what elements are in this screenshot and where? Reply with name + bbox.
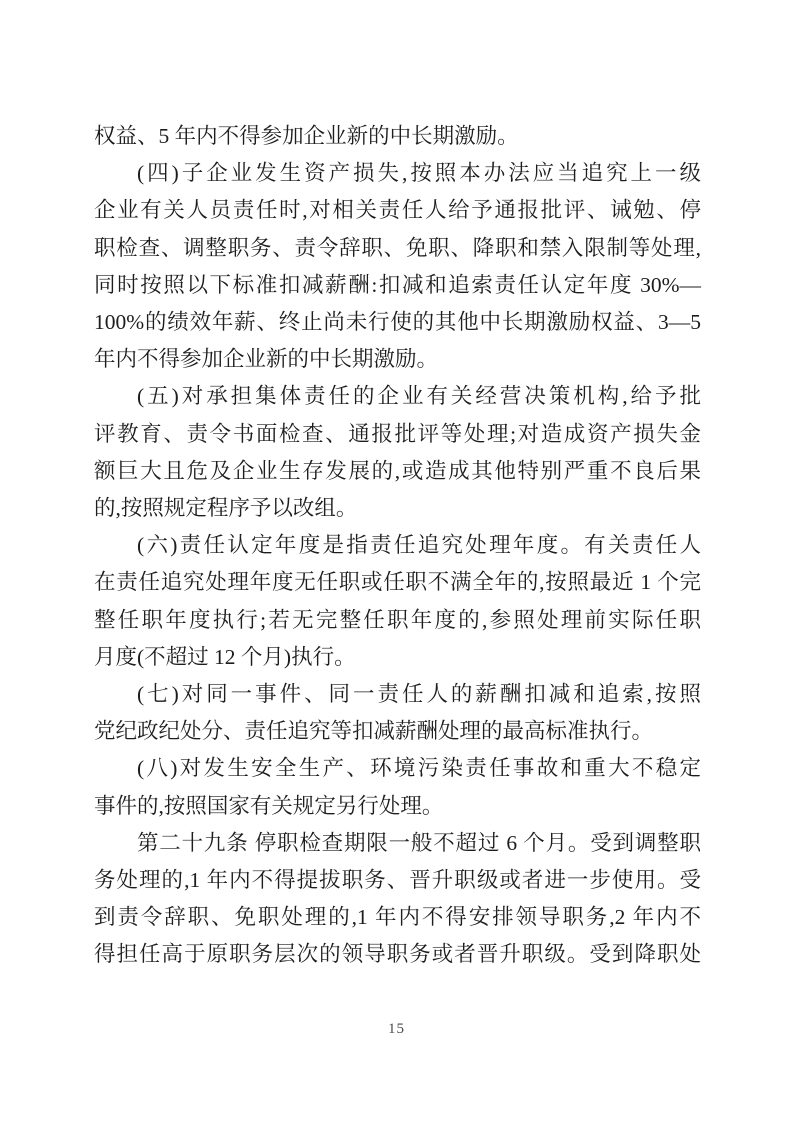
text-line: 额巨大且危及企业生存发展的,或造成其他特别严重不良后果 [94, 458, 701, 483]
text-line: (四)子企业发生资产损失,按照本办法应当追究上一级 [137, 161, 701, 186]
text-line: 整任职年度执行;若无完整任职年度的,参照处理前实际任职 [94, 607, 701, 632]
text-line: 事件的,按照国家有关规定另行处理。 [94, 793, 444, 818]
page-number: 15 [388, 1021, 405, 1037]
text-line: (七)对同一事件、同一责任人的薪酬扣减和追索,按照 [137, 682, 701, 707]
text-line: 权益、5 年内不得参加企业新的中长期激励。 [94, 124, 519, 148]
text-line: (八)对发生安全生产、环境污染责任事故和重大不稳定 [137, 756, 701, 781]
text-line: 第二十九条 停职检查期限一般不超过 6 个月。受到调整职 [137, 830, 701, 855]
text-line: 年内不得参加企业新的中长期激励。 [94, 347, 439, 372]
page-footer [0, 1020, 793, 1038]
text-line: 得担任高于原职务层次的领导职务或者晋升职级。受到降职处 [94, 942, 701, 967]
text-line: 到责令辞职、免职处理的,1 年内不得安排领导职务,2 年内不 [94, 905, 701, 930]
text-line: 务处理的,1 年内不得提拔职务、晋升职级或者进一步使用。受 [94, 868, 701, 893]
text-line: 在责任追究处理年度无任职或任职不满全年的,按照最近 1 个完 [94, 570, 701, 595]
text-line: 职检查、调整职务、责令辞职、免职、降职和禁入限制等处理, [94, 235, 701, 260]
text-line: 党纪政纪处分、责任追究等扣减薪酬处理的最高标准执行。 [94, 719, 654, 744]
text-line: 月度(不超过 12 个月)执行。 [94, 644, 356, 669]
text-line: 的,按照规定程序予以改组。 [94, 496, 358, 521]
text-line: (五)对承担集体责任的企业有关经营决策机构,给予批 [137, 384, 701, 409]
document-body [94, 118, 701, 974]
text-line: 100%的绩效年薪、终止尚未行使的其他中长期激励权益、3—5 [94, 310, 701, 335]
text-line: 企业有关人员责任时,对相关责任人给予通报批评、诫勉、停 [94, 198, 701, 223]
text-line: 评教育、责令书面检查、通报批评等处理;对造成资产损失金 [94, 421, 701, 446]
text-line: (六)责任认定年度是指责任追究处理年度。有关责任人 [137, 533, 701, 558]
text-line: 同时按照以下标准扣减薪酬:扣减和追索责任认定年度 30%— [94, 272, 701, 297]
